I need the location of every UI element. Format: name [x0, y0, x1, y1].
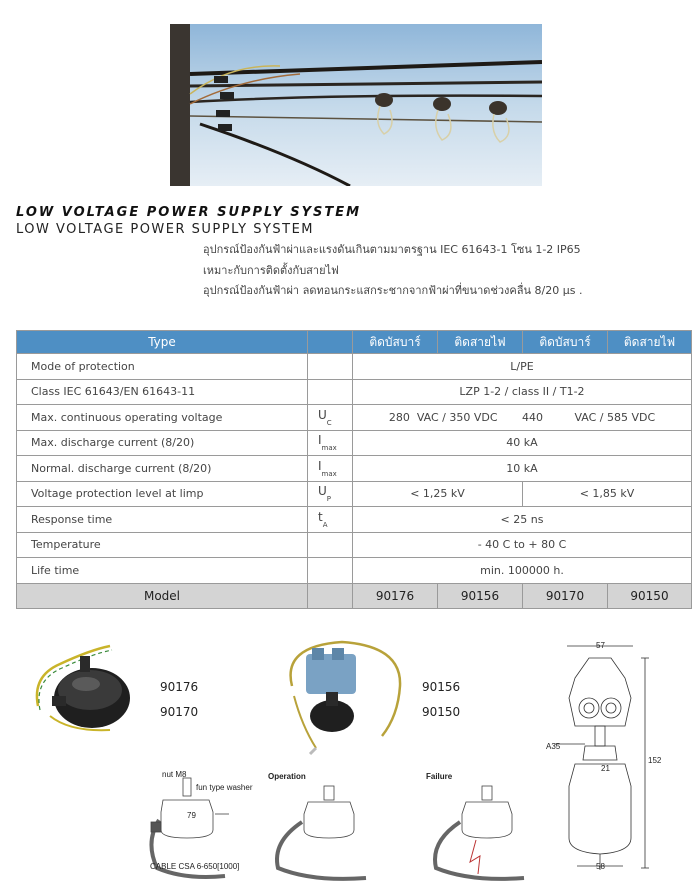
- dim-79: 79: [187, 811, 196, 820]
- product-code: 90150: [422, 705, 461, 719]
- label-operation: Operation: [268, 772, 306, 781]
- row-symbol: $I_{max}$: [308, 456, 353, 482]
- model-90176: 90176: [353, 583, 438, 609]
- product-photo-busbar: [30, 636, 135, 736]
- row-value: L/PE: [353, 354, 692, 380]
- label-failure: Failure: [426, 772, 453, 781]
- product-code: 90176: [160, 680, 199, 694]
- header-type: Type: [17, 331, 308, 354]
- row-value: 280 VAC / 350 VDC 440 VAC / 585 VDC: [353, 405, 692, 431]
- header-busbar-1: ติดบัสบาร์: [353, 331, 438, 354]
- row-label: Class IEC 61643/EN 61643-11: [17, 379, 308, 405]
- label-washer: fun type washer: [196, 783, 253, 792]
- row-symbol: $t_A$: [308, 507, 353, 533]
- failure-drawing: [420, 782, 540, 887]
- row-value: - 40 C to + 80 C: [353, 532, 692, 558]
- table-row: [17, 558, 692, 584]
- row-label: Life time: [17, 558, 308, 584]
- table-row: [17, 430, 692, 456]
- description-line-3: อุปกรณ์ป้องกันฟ้าผ่า ลดทอนกระแสกระชากจากฟ้าผ่าที่ขนาดช่วงคลื่น 8/20 µs .: [203, 284, 583, 297]
- dim-a35: A35: [546, 742, 561, 751]
- row-symbol: [308, 558, 353, 584]
- model-sym: [308, 583, 353, 609]
- model-90150: 90150: [608, 583, 692, 609]
- row-value: min. 100000 h.: [353, 558, 692, 584]
- table-row: [17, 354, 692, 380]
- table-row: [17, 507, 692, 533]
- dim-152: 152: [648, 756, 662, 765]
- table-row: [17, 532, 692, 558]
- model-90156: 90156: [438, 583, 523, 609]
- table-row: [17, 456, 692, 482]
- label-cable: CABLE CSA 6-650[1000]: [150, 862, 240, 871]
- spec-table: [16, 330, 692, 609]
- row-label: Max. discharge current (8/20): [17, 430, 308, 456]
- row-label: Temperature: [17, 532, 308, 558]
- row-label: Response time: [17, 507, 308, 533]
- label-nut: nut M8: [162, 770, 187, 779]
- row-value: < 25 ns: [353, 507, 692, 533]
- row-label: Max. continuous operating voltage: [17, 405, 308, 431]
- header-sym: [308, 331, 353, 354]
- product-code: 90156: [422, 680, 461, 694]
- description-line-2: เหมาะกับการติดตั้งกับสายไฟ: [203, 264, 339, 277]
- row-value-right: < 1,85 kV: [523, 481, 692, 507]
- row-symbol: [308, 379, 353, 405]
- model-row: [17, 583, 692, 609]
- product-code: 90170: [160, 705, 199, 719]
- row-label: Voltage protection level at limp: [17, 481, 308, 507]
- product-photo-cable: [272, 636, 412, 756]
- header-cable-1: ติดสายไฟ: [438, 331, 523, 354]
- operation-drawing: [262, 782, 382, 887]
- table-row: [17, 405, 692, 431]
- header-cable-2: ติดสายไฟ: [608, 331, 692, 354]
- row-symbol: [308, 354, 353, 380]
- row-label: Normal. discharge current (8/20): [17, 456, 308, 482]
- dim-21: 21: [601, 764, 610, 773]
- table-header: [17, 331, 692, 354]
- table-row: [17, 379, 692, 405]
- section-title-bold: LOW VOLTAGE POWER SUPPLY SYSTEM: [16, 205, 362, 220]
- row-value: LZP 1-2 / class II / T1-2: [353, 379, 692, 405]
- dim-58: 58: [596, 862, 605, 871]
- row-value: 40 kA: [353, 430, 692, 456]
- section-title: LOW VOLTAGE POWER SUPPLY SYSTEM: [16, 222, 315, 237]
- row-symbol: $U_P$: [308, 481, 353, 507]
- row-symbol: $I_{max}$: [308, 430, 353, 456]
- power-line-photo: [170, 24, 542, 186]
- row-value: 10 kA: [353, 456, 692, 482]
- model-90170: 90170: [523, 583, 608, 609]
- row-symbol: [308, 532, 353, 558]
- row-value-left: < 1,25 kV: [353, 481, 523, 507]
- row-symbol: $U_C$: [308, 405, 353, 431]
- dim-57: 57: [596, 641, 605, 650]
- dimension-drawing: [545, 638, 665, 888]
- table-row: [17, 481, 692, 507]
- row-label: Mode of protection: [17, 354, 308, 380]
- header-busbar-2: ติดบัสบาร์: [523, 331, 608, 354]
- model-label: Model: [17, 583, 308, 609]
- description-line-1: อุปกรณ์ป้องกันฟ้าผ่าและแรงดันเกินตามมาตรฐาน IEC 61643-1 โซน 1-2 IP65: [203, 243, 581, 256]
